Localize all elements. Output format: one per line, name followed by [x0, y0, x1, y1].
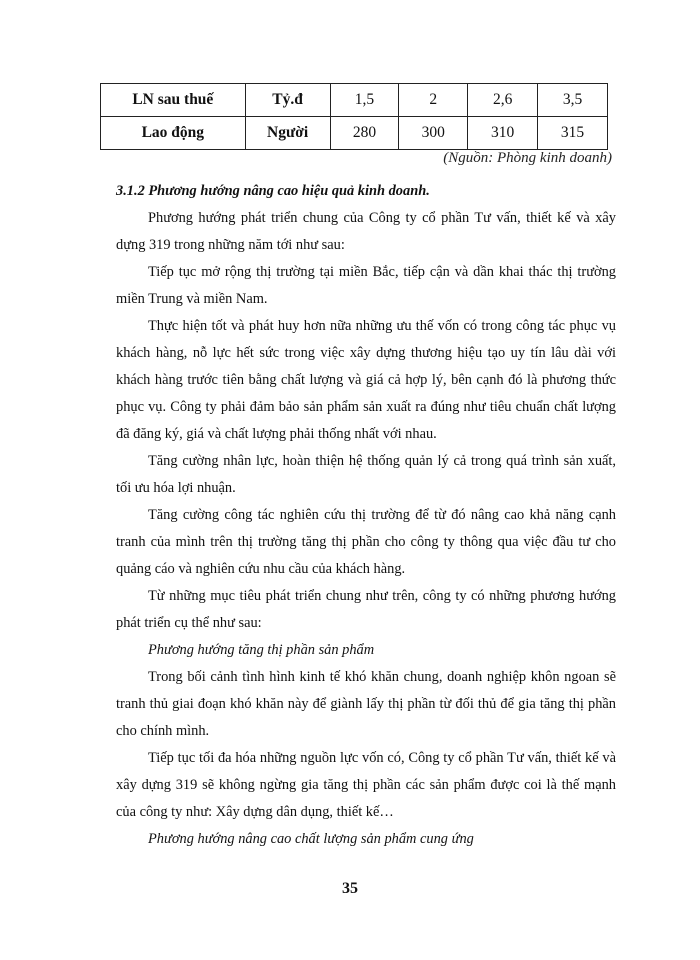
- row-label: LN sau thuế: [101, 84, 246, 117]
- section-heading: 3.1.2 Phương hướng nâng cao hiệu quả kinh doanh.: [116, 183, 430, 199]
- paragraph: Tiếp tục tối đa hóa những nguồn lực vốn có, Công ty cổ phần Tư vấn, thiết kế và xây dựng 319 sẽ không ngừng gia tăng thị phần các sản phẩm được coi là thế mạnh của công ty như: Xây dựng dân dụng, thiết kế…: [116, 750, 616, 820]
- table-cell: 1,5: [330, 84, 399, 117]
- paragraph: Tiếp tục mở rộng thị trường tại miền Bắc, tiếp cận và dần khai thác thị trường miền Trung và miền Nam.: [116, 264, 616, 307]
- table-cell: 2: [399, 84, 468, 117]
- page-number: 35: [342, 880, 358, 897]
- table-cell: 310: [468, 117, 538, 150]
- body-text: [116, 178, 616, 853]
- subheading: Phương hướng tăng thị phần sản phẩm: [148, 642, 375, 658]
- paragraph: Từ những mục tiêu phát triển chung như trên, công ty có những phương hướng phát triển cụ thể như sau:: [116, 588, 616, 631]
- table-row: [101, 84, 608, 117]
- table-cell: 280: [330, 117, 399, 150]
- table-cell: 300: [399, 117, 468, 150]
- row-label: Lao động: [101, 117, 246, 150]
- table-row: [101, 117, 608, 150]
- source-note: (Nguồn: Phòng kinh doanh): [443, 150, 612, 166]
- paragraph: Tăng cường nhân lực, hoàn thiện hệ thống quản lý cả trong quá trình sản xuất, tối ưu hóa lợi nhuận.: [116, 453, 616, 496]
- paragraph: Tăng cường công tác nghiên cứu thị trường để từ đó nâng cao khả năng cạnh tranh của mình trên thị trường tăng thị phần cho công ty thông qua việc đầu tư cho quảng cáo và nghiên cứu nhu cầu của khách hàng.: [116, 507, 616, 577]
- table-cell: 3,5: [538, 84, 608, 117]
- row-unit: Tỷ.đ: [245, 84, 330, 117]
- row-unit: Người: [245, 117, 330, 150]
- subheading: Phương hướng nâng cao chất lượng sản phẩm cung ứng: [148, 831, 474, 847]
- table-cell: 2,6: [468, 84, 538, 117]
- paragraph: Trong bối cảnh tình hình kinh tế khó khăn chung, doanh nghiệp khôn ngoan sẽ tranh thủ giai đoạn khó khăn này để giành lấy thị phần từ đối thủ để gia tăng thị phần cho chính mình.: [116, 669, 616, 739]
- paragraph: Phương hướng phát triển chung của Công ty cổ phần Tư vấn, thiết kế và xây dựng 319 trong những năm tới như sau:: [116, 210, 616, 253]
- data-table: [100, 83, 608, 150]
- table-cell: 315: [538, 117, 608, 150]
- paragraph: Thực hiện tốt và phát huy hơn nữa những ưu thế vốn có trong công tác phục vụ khách hàng, nỗ lực hết sức trong việc xây dựng thương hiệu tạo uy tín lâu dài với khách hàng trước tiên bằng chất lượng và giá cả hợp lý, bên cạnh đó là phương thức phục vụ. Công ty phải đảm bảo sản phẩm sản xuất ra đúng như tiêu chuẩn chất lượng đã đăng ký, giá và chất lượng phải thống nhất với nhau.: [116, 318, 616, 442]
